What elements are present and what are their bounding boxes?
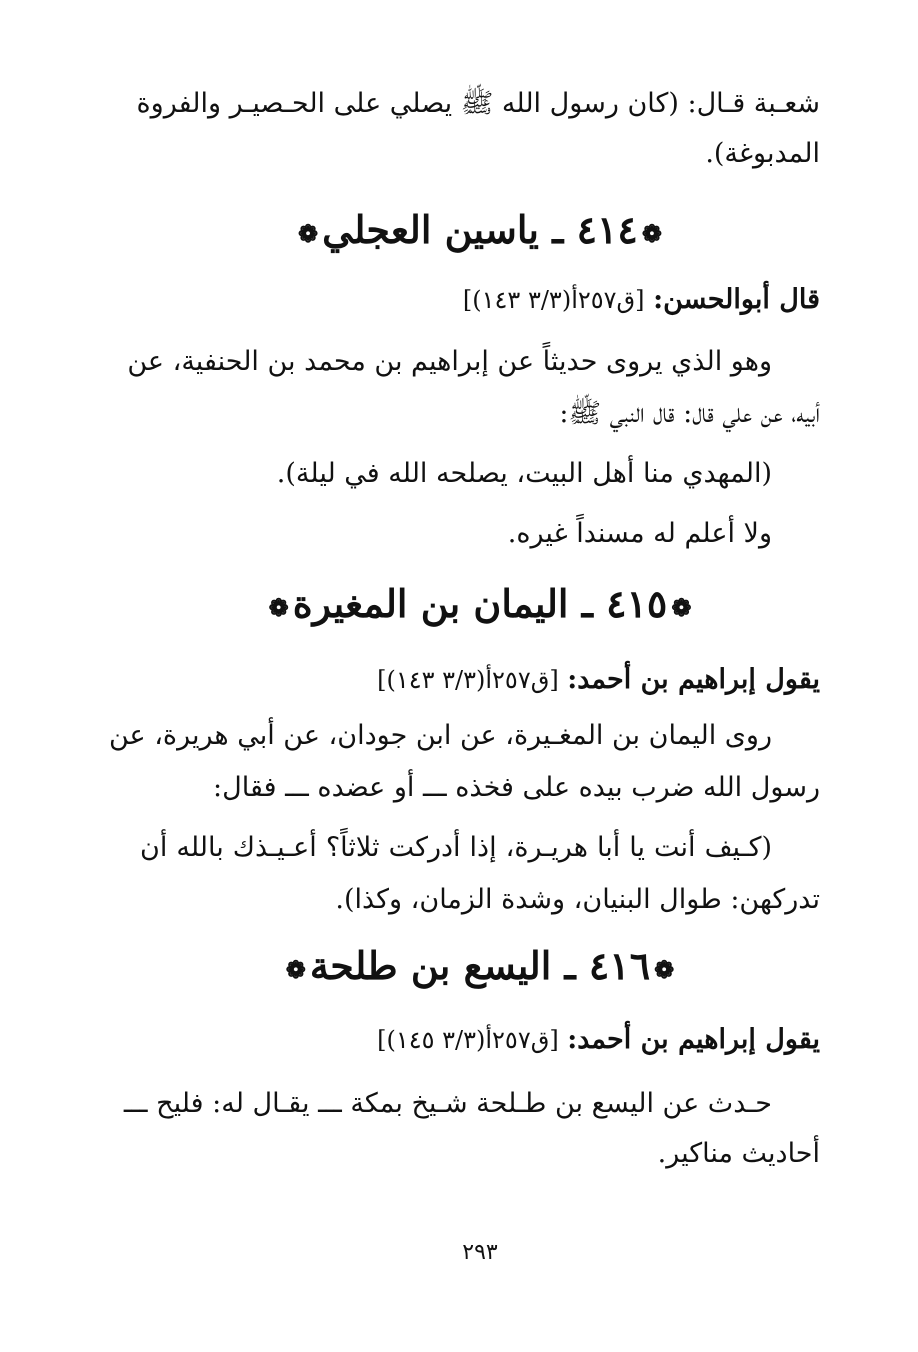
ornament-icon: ❁ — [268, 592, 289, 622]
entry-415-heading — [140, 578, 820, 634]
source-reference: [ق٢٥٧أ(٣/٣ ١٤٥)] — [377, 1026, 559, 1054]
entry-416-line-1: حـدث عن اليسع بن طـلحة شـيخ بمكة ـــ يقـال له: فليح ـــ — [123, 1088, 772, 1119]
entry-415-line-3: (كـيف أنت يا أبا هريـرة، إذا أدركت ثلاثاً؟ أعـيـذك بالله أن — [140, 832, 772, 863]
ornament-icon: ❁ — [641, 218, 662, 248]
entry-414-line-3: (المهدي منا أهل البيت، يصلحه الله في ليلة). — [276, 458, 772, 489]
entry-415-line-4: تدركهن: طوال البنيان، وشدة الزمان، وكذا). — [335, 884, 820, 915]
intro-line-2: المدبوغة). — [705, 138, 820, 169]
entry-heading-text: ٤١٤ ـ ياسين العجلي — [322, 207, 638, 252]
entry-415-line-1: روى اليمان بن المغـيرة، عن ابن جودان، عن أبي هريرة، عن — [108, 720, 772, 751]
entry-416-line-2: أحاديث مناكير. — [657, 1138, 820, 1169]
book-page — [108, 0, 820, 1352]
entry-414-line-2: أبيه، عن علي قال: قال النبي ﷺ: — [559, 398, 820, 429]
intro-line-1: شعـبة قـال: (كان رسول الله ﷺ يصلي على الحـصيـر والفروة — [136, 88, 820, 119]
entry-414-heading — [140, 204, 820, 260]
entry-415-source — [140, 660, 820, 700]
entry-414-line-1: وهو الذي يروى حديثاً عن إبراهيم بن محمد بن الحنفية، عن — [127, 346, 772, 377]
source-reference: [ق٢٥٧أ(٣/٣ ١٤٣)] — [462, 286, 645, 314]
entry-heading-text: ٤١٦ ـ اليسع بن طلحة — [309, 943, 651, 988]
source-speaker: قال أبوالحسن: — [653, 284, 820, 315]
source-speaker: يقول إبراهيم بن أحمد: — [567, 664, 820, 695]
entry-415-line-2: رسول الله ضرب بيده على فخذه ـــ أو عضده ـــ فقال: — [213, 772, 820, 803]
entry-414-line-4: ولا أعلم له مسنداً غيره. — [507, 518, 772, 549]
ornament-icon: ❁ — [654, 954, 675, 984]
source-reference: [ق٢٥٧أ(٣/٣ ١٤٣)] — [377, 666, 559, 694]
ornament-icon: ❁ — [298, 218, 319, 248]
source-speaker: يقول إبراهيم بن أحمد: — [567, 1024, 820, 1055]
ornament-icon: ❁ — [285, 954, 306, 984]
page-number: ٢٩٣ — [462, 1240, 498, 1265]
entry-heading-text: ٤١٥ ـ اليمان بن المغيرة — [292, 581, 668, 626]
entry-416-heading — [140, 940, 820, 996]
entry-414-source — [140, 280, 820, 320]
ornament-icon: ❁ — [671, 592, 692, 622]
entry-416-source — [140, 1020, 820, 1060]
